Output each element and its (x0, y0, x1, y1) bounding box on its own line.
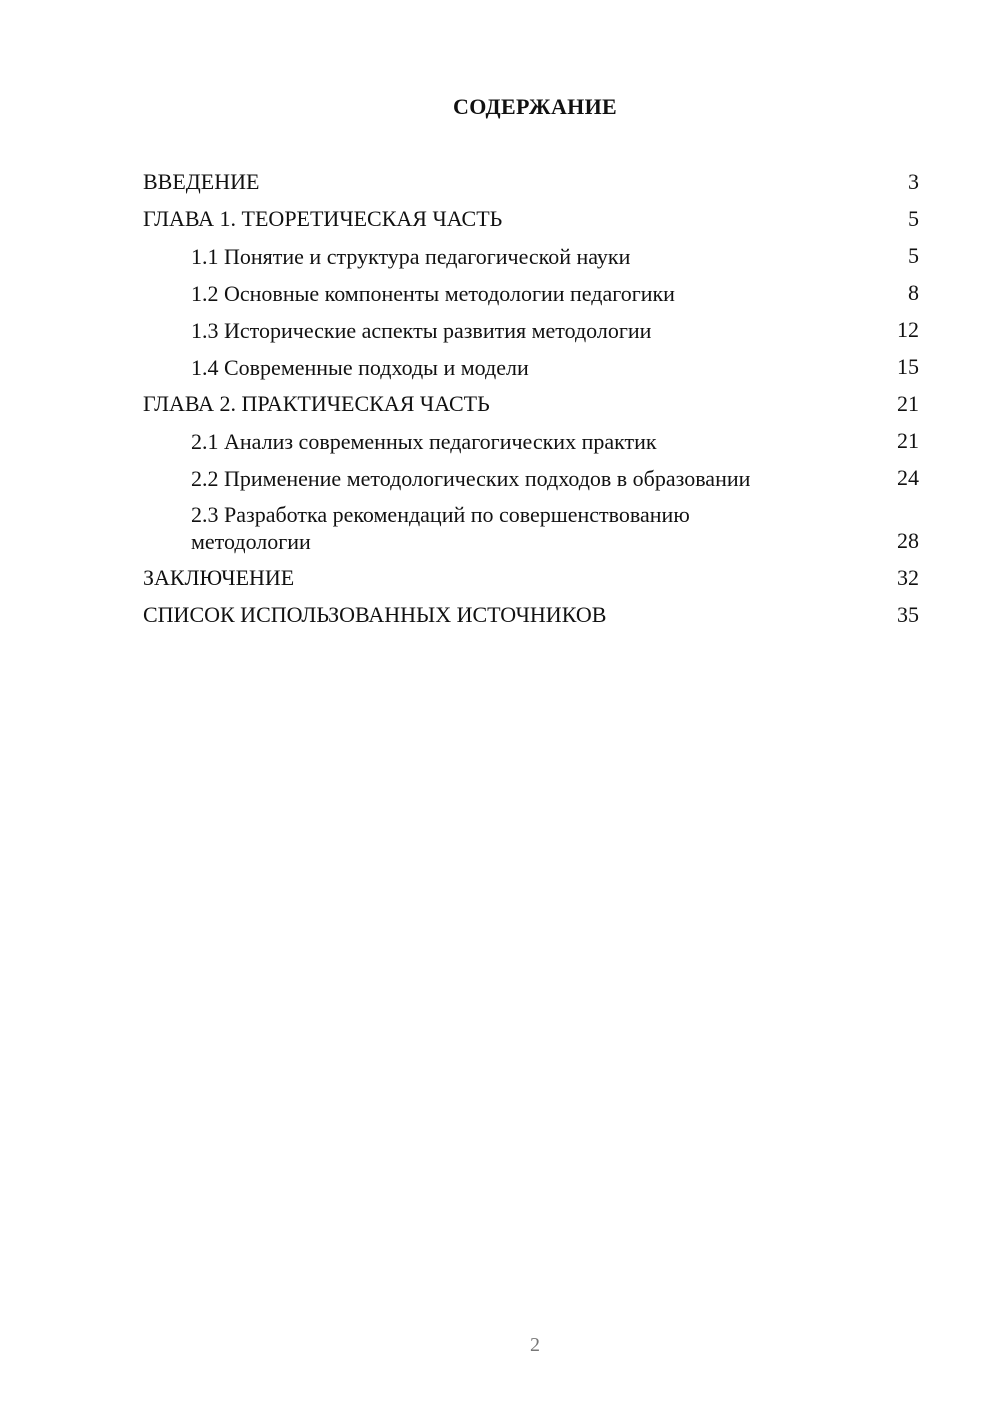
toc-entry-text: 1.4 Современные подходы и модели (191, 355, 529, 380)
toc-entry-page: 15 (897, 354, 919, 379)
toc-entry-page: 35 (897, 602, 919, 627)
toc-entry-page: 21 (897, 428, 919, 453)
toc-entry-page: 32 (897, 565, 919, 590)
toc-entry-page: 3 (908, 169, 919, 194)
toc-entry-page: 5 (908, 206, 919, 231)
toc-entry-text: 2.2 Применение методологических подходов в образовании (191, 466, 751, 491)
toc-entry-section-1-3 (143, 316, 919, 344)
toc-entry-text: 1.2 Основные компоненты методологии педагогики (191, 281, 675, 306)
toc-entry-section-1-4 (143, 353, 919, 381)
toc-entry-chapter-1 (143, 205, 919, 233)
toc-entry-section-2-1 (143, 427, 919, 455)
toc-entry-chapter-2 (143, 390, 919, 418)
toc-entry-page: 8 (908, 280, 919, 305)
toc-entry-text: ЗАКЛЮЧЕНИЕ (143, 565, 295, 590)
table-of-contents (143, 168, 919, 638)
toc-entry-text: ГЛАВА 1. ТЕОРЕТИЧЕСКАЯ ЧАСТЬ (143, 206, 503, 231)
page-number: 2 (530, 1334, 540, 1356)
toc-entry-page: 21 (897, 391, 919, 416)
toc-entry-text: 1.1 Понятие и структура педагогической науки (191, 244, 631, 269)
toc-entry-page: 12 (897, 317, 919, 342)
toc-entry-introduction (143, 168, 919, 196)
toc-entry-references (143, 601, 919, 629)
toc-entry-section-2-3 (143, 501, 919, 555)
toc-entry-page: 28 (897, 528, 919, 553)
toc-entry-section-2-2 (143, 464, 919, 492)
toc-entry-page: 24 (897, 465, 919, 490)
toc-title: СОДЕРЖАНИЕ (453, 94, 617, 119)
toc-entry-text: ВВЕДЕНИЕ (143, 169, 260, 194)
toc-entry-text: 2.1 Анализ современных педагогических практик (191, 429, 657, 454)
toc-entry-text: СПИСОК ИСПОЛЬЗОВАННЫХ ИСТОЧНИКОВ (143, 602, 607, 627)
toc-entry-text: 2.3 Разработка рекомендаций по совершенствованию методологии (191, 502, 690, 554)
toc-entry-section-1-2 (143, 279, 919, 307)
toc-entry-text: ГЛАВА 2. ПРАКТИЧЕСКАЯ ЧАСТЬ (143, 391, 490, 416)
toc-entry-section-1-1 (143, 242, 919, 270)
toc-entry-text: 1.3 Исторические аспекты развития методологии (191, 318, 652, 343)
toc-entry-conclusion (143, 564, 919, 592)
toc-entry-page: 5 (908, 243, 919, 268)
